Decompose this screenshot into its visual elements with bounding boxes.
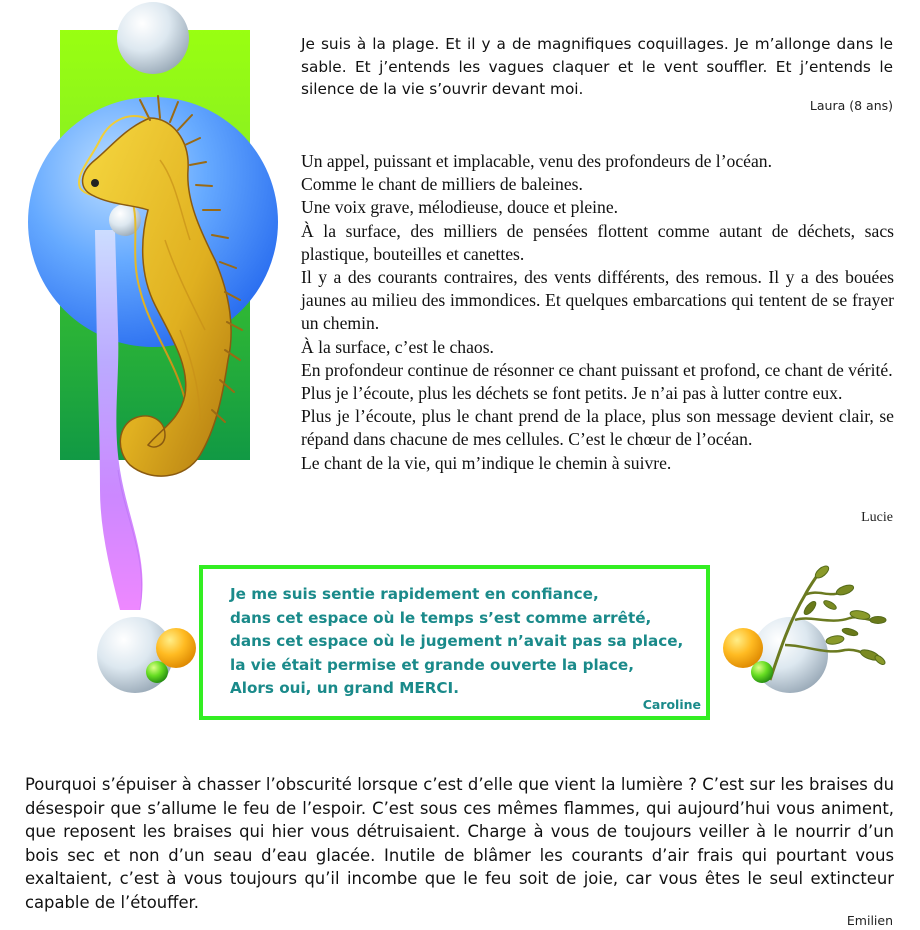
quote-line: dans cet espace où le jugement n’avait pas sa place, (230, 632, 684, 650)
laura-signature: Laura (8 ans) (809, 98, 893, 113)
poem-line: Un appel, puissant et implacable, venu des profondeurs de l’océan. (301, 151, 772, 171)
quote-line: dans cet espace où le temps s’est comme arrêté, (230, 608, 652, 627)
poem-line: À la surface, c’est le chaos. (301, 336, 494, 357)
green-ball-icon (751, 661, 773, 683)
lucie-poem (301, 150, 894, 475)
emilien-signature: Emilien (846, 913, 893, 928)
poem-line: Une voix grave, mélodieuse, douce et pleine. (301, 197, 619, 218)
poem-line: Plus je l’écoute, plus le chant prend de la place, plus son message devient clair, se répand dans chacune de mes cellules. C’est le chœur de l’océan. (301, 406, 894, 450)
quote-line: Alors oui, un grand MERCI. (230, 679, 459, 697)
green-ball-icon (146, 661, 168, 683)
orange-ball-icon (723, 628, 763, 668)
quote-line: Je me suis sentie rapidement en confiance, (230, 585, 599, 603)
lucie-signature: Lucie (861, 510, 893, 525)
bubble-icon (117, 2, 189, 74)
caroline-quote (230, 583, 700, 701)
orange-ball-icon (156, 628, 196, 668)
poem-line: En profondeur continue de résonner ce chant puissant et profond, ce chant de vérité. (301, 359, 893, 380)
laura-paragraph: Je suis à la plage. Et il y a de magnifiques coquillages. Je m’allonge dans le sable. Et j’entends les vagues claquer et le vent souffler. Et j’entends le silence de la vie s’ouvrir devant moi. (301, 35, 893, 98)
quote-line: la vie était permise et grande ouverte la place, (230, 655, 634, 674)
caroline-signature: Caroline (642, 697, 701, 712)
emilien-paragraph: Pourquoi s’épuiser à chasser l’obscurité lorsque c’est d’elle que vient la lumière ? C’est sur les braises du désespoir que s’allume le feu de l’espoir. C’est sous ces mêmes flammes, qui aujourd’hui vous animent, que reposent les braises qui hier vous détruisaient. Charge à vous de toujours veiller à le nourrir d’un bois sec et non d’un seau d’eau glacée. Inutile de blâmer les courants d’air frais qui pourtant vous exaltaient, c’est à vous toujours qu’il incombe que le feu soit de joie, car vous êtes le seul extincteur capable de l’étouffer. (25, 775, 894, 912)
poem-line: Il y a des courants contraires, des vents différents, des remous. Il y a des bouées jaunes au milieu des immondices. Et quelques embarcations qui tentent de se frayer un chemin. (301, 267, 894, 334)
poem-line: À la surface, des milliers de pensées flottent comme autant de déchets, sacs plastique, bouteilles et canettes. (301, 220, 894, 264)
poem-line: Plus je l’écoute, plus les déchets se font petits. Je n’ai pas à lutter contre eux. (301, 383, 843, 404)
poem-line: Le chant de la vie, qui m’indique le chemin à suivre. (301, 452, 672, 473)
right-decoration (710, 560, 890, 710)
poem-line: Comme le chant de milliers de baleines. (301, 174, 583, 195)
